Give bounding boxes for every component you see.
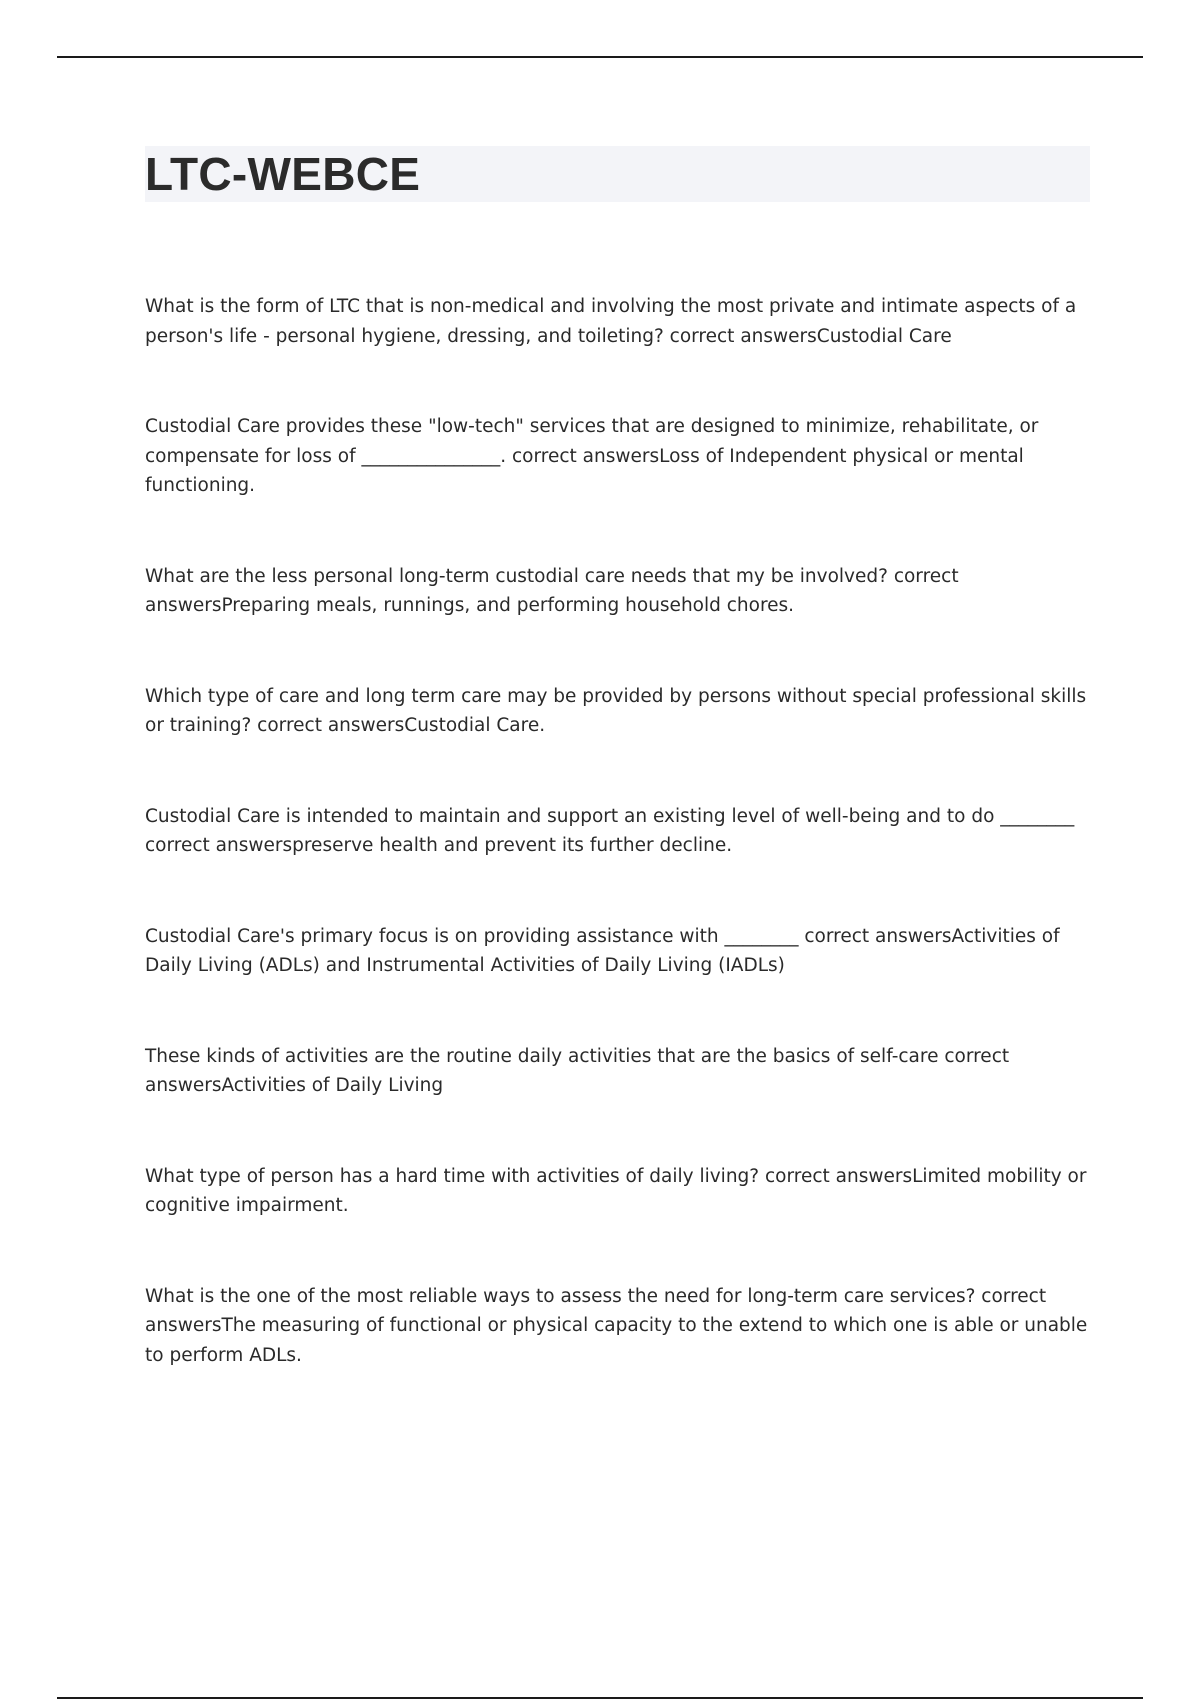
qa-item: What is the form of LTC that is non-medical and involving the most private and intimate aspects of a person's life - personal hygiene, dressing, and toileting? correct answersCustodial Care bbox=[145, 296, 1077, 347]
qa-item: Custodial Care's primary focus is on providing assistance with ________ correct answersActivities of Daily Living (ADLs) and Instrumental Activities of Daily Living (IADLs) bbox=[145, 925, 1060, 976]
top-rule bbox=[57, 56, 1143, 58]
document-title: LTC-WEBCE bbox=[145, 148, 421, 200]
qa-item: What are the less personal long-term custodial care needs that my be involved? correct answersPreparing meals, runnings, and performing household chores. bbox=[145, 565, 959, 616]
qa-item: These kinds of activities are the routine daily activities that are the basics of self-care correct answersActivities of Daily Living bbox=[145, 1045, 1010, 1096]
qa-item: Which type of care and long term care may be provided by persons without special professional skills or training? correct answersCustodial Care. bbox=[145, 685, 1087, 736]
bottom-rule bbox=[57, 1697, 1143, 1699]
qa-item: What is the one of the most reliable ways to assess the need for long-term care services? correct answersThe measuring of functional or physical capacity to the extend to which one is able or unable to perform ADLs. bbox=[145, 1285, 1088, 1366]
qa-list bbox=[145, 292, 1090, 1431]
qa-item: Custodial Care provides these "low-tech" services that are designed to minimize, rehabilitate, or compensate for loss of _______________. correct answersLoss of Independent physical or mental functioning. bbox=[145, 416, 1039, 496]
qa-item: What type of person has a hard time with activities of daily living? correct answersLimited mobility or cognitive impairment. bbox=[145, 1165, 1087, 1216]
qa-item: Custodial Care is intended to maintain and support an existing level of well-being and to do ________ correct answerspreserve health and prevent its further decline. bbox=[145, 805, 1075, 856]
